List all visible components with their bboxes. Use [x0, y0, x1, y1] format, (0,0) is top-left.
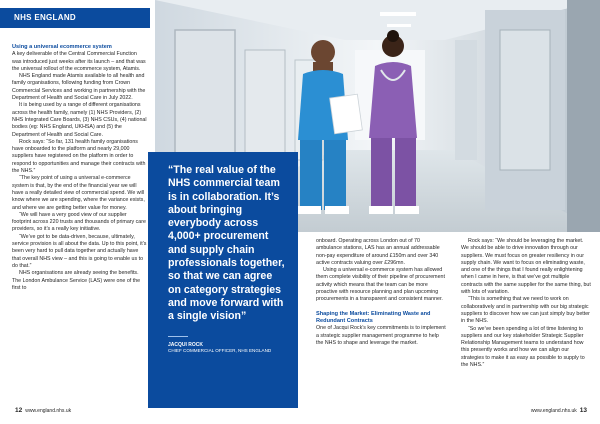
right-column [461, 238, 591, 369]
left-paragraph: It is being used by a range of different organisations across the health family, namely (1) NHS Providers, (2) NHS Integrated Care Boards, (3) NHS CSUs, (4) national bodies (eg: NHS England, UKHSA) and (5) the Department of Health and Social Care. [12, 102, 147, 138]
ecommerce-subheading: Using a universal ecommerce system [12, 44, 112, 50]
left-column [12, 44, 147, 292]
middle-column [316, 238, 446, 347]
quote-text: “The real value of the NHS commercial team is in collaboration. It’s about bringing everybody across 4,000+ procurement and supply chain professionals together, so that we can agree on category strategies and move forward with a single vision” [168, 164, 285, 323]
section-header: NHS ENGLAND [0, 8, 150, 28]
quote-attribution-role: CHIEF COMMERCIAL OFFICER, NHS ENGLAND [168, 348, 272, 354]
left-paragraph: “We will have a very good view of our supplier footprint across 220 trusts and thousands of primary care providers, so it’s a really key initiative. [12, 211, 146, 233]
right-paragraph: “So we’ve been spending a lot of time listening to suppliers and our key stakeholder Strategic Supplier Relationship Management teams to understand how this presently works and how we can align our strategies to make it as easy as possible to supply to the NHS.” [461, 325, 585, 369]
market-subheading: Shaping the Market: Eliminating Waste and Redundant Contracts [316, 310, 431, 324]
left-paragraph: NHS England made Atamis available to all health and family organisations, following funding from Crown Commercial Services and working in partnership with the Department of Health and Social Care in July 2022. [12, 73, 146, 102]
footer-right [531, 407, 590, 415]
footer-url-left[interactable]: www.england.nhs.uk [25, 408, 72, 414]
footer-url-right[interactable]: www.england.nhs.uk [530, 408, 577, 414]
quote-divider [168, 336, 188, 337]
left-paragraph: A key deliverable of the Central Commercial Function was introduced just weeks after its launch – and that was the universal rollout of the ecommerce system, Atamis. [12, 51, 146, 72]
footer-left [12, 407, 71, 415]
page-number-right: 13 [579, 407, 587, 414]
middle-paragraph: One of Jacqui Rock’s key commitments is to implement a strategic supplier management programme to help the NHS to shape and leverage the market. [316, 325, 446, 346]
right-paragraph: Rock says: “We should be leveraging the market. We should be able to drive innovation through our suppliers. We must focus on greater resiliency in our supply chain. We want to focus on eliminating waste, and one of the things that I found really enlightening when I came in here, is that we’ve got multiple contracts with the same supplier for the same thing, but with lots of variation. [461, 238, 591, 296]
pull-quote [148, 152, 298, 408]
middle-paragraph: onboard. Operating across London out of 70 ambulance stations, LAS has an annual addressable non-pay expenditure of around £150m and over 340 active contracts valuing over £296mn. [316, 238, 440, 266]
left-paragraph: Rock says: “So far, 131 health family organisations have onboarded to the platform and nearly 29,000 suppliers have registered on the platform in order to respond to opportunities and manage their contracts with the NHS.” [12, 138, 146, 175]
right-paragraph: “This is something that we need to work on collaboratively and in partnership with our big strategic suppliers to discover how we can just simply buy better in the NHS. [461, 296, 590, 325]
page-number-left: 12 [15, 407, 23, 414]
left-paragraph: “The key point of using a universal e-commerce system is that, by the end of the financial year we will have a really detailed view of commercial spend. We will know where we are spending, where the variance exists, and where we are getting better value for money. [12, 175, 145, 211]
quote-attribution-name: JACQUI ROCK [168, 341, 204, 348]
middle-paragraph: Using a universal e-commerce system has allowed them complete visibility of their pipeline of procurement activity which means that the team can be more proactive with resource planning and plan upcoming procurements in a transparent and consistent manner. [316, 267, 445, 303]
left-paragraph: NHS organisations are already seeing the benefits. The London Ambulance Service (LAS) were one of the first to [12, 270, 141, 291]
left-paragraph: “We’ve got to be data-driven, because, ultimately, service provision is all about the data. Up to this point, it’s been very hard to pull data together and actually have that overall NHS view – and this is going to enable us to do that.” [12, 233, 147, 269]
